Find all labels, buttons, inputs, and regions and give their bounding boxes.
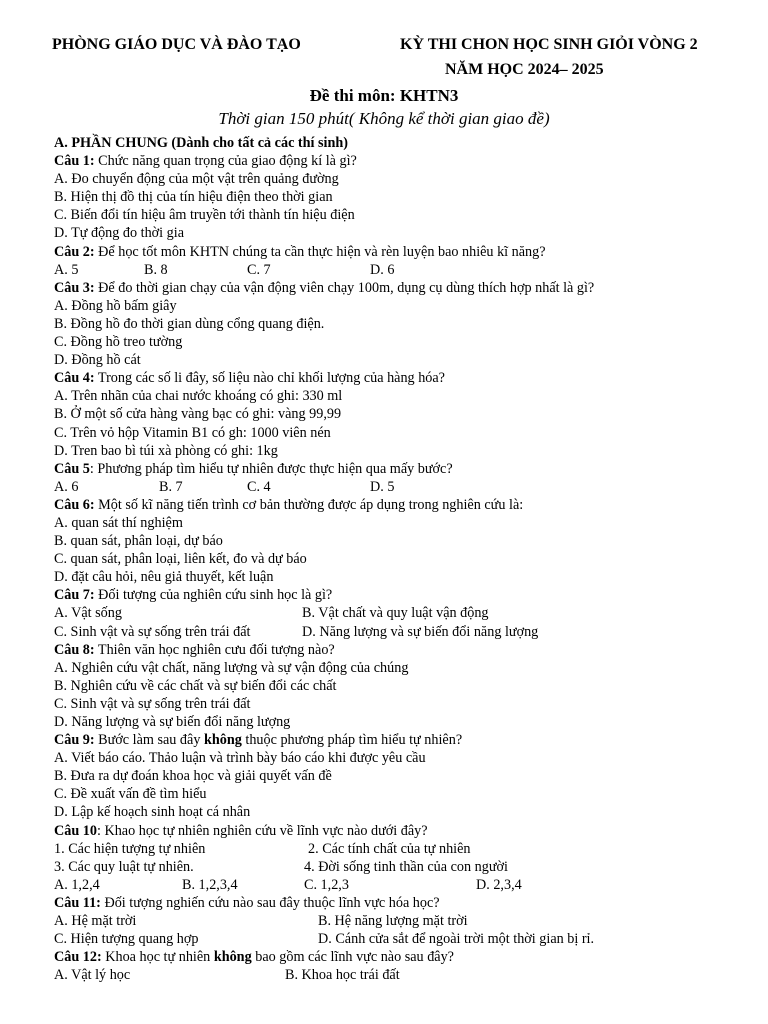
answer-option: C. Biến đổi tín hiệu âm truyền tới thành tín hiệu điện <box>54 207 355 224</box>
answer-option: B. 1,2,3,4 <box>182 876 238 893</box>
question-text: Đối tượng nghiến cứu nào sau đây thuộc lĩnh vực hóa học? <box>100 894 440 911</box>
question-2 <box>54 243 754 261</box>
question-text: : Khao học tự nhiên nghiên cứu về lĩnh vực nào dưới đây? <box>96 822 428 839</box>
question-label: Câu 1: <box>54 153 95 170</box>
answer-option: B. Hệ năng lượng mặt trời <box>318 913 468 930</box>
answer-row <box>54 912 754 930</box>
statement-item: 2. Các tính chất của tự nhiên <box>308 840 471 857</box>
statement-item: 4. Đời sống tinh thần của con người <box>304 858 508 875</box>
answer-option: A. 5 <box>54 261 79 278</box>
answer-option: A. quan sát thí nghiệm <box>54 514 183 531</box>
answer-option: D. 5 <box>370 478 395 495</box>
question-4 <box>54 369 754 387</box>
answer-option: D. 6 <box>370 261 395 278</box>
answer-option: C. 4 <box>247 478 271 495</box>
answer-option: B. Đồng hồ đo thời gian dùng cổng quang điện. <box>54 315 325 332</box>
answer-option: A. Hệ mặt trời <box>54 913 137 930</box>
question-label: Câu 5 <box>54 460 90 477</box>
statement-row <box>54 840 754 858</box>
question-3 <box>54 279 754 297</box>
answer-option: A. Viết báo cáo. Thảo luận và trình bày báo cáo khi được yêu cầu <box>54 750 426 767</box>
answer-option: B. 8 <box>144 261 168 278</box>
question-emphasis: không <box>203 732 242 749</box>
answer-option: D. Đồng hồ cát <box>54 352 141 369</box>
question-11 <box>54 894 754 912</box>
statement-item: 1. Các hiện tượng tự nhiên <box>54 840 206 857</box>
answer-option: A. 1,2,4 <box>54 876 100 893</box>
answer-option: A. Đo chuyển động của một vật trên quảng đường <box>54 171 339 188</box>
answer-option: A. Vật sống <box>54 605 122 622</box>
answer-option: A. 6 <box>54 478 79 495</box>
answer-row <box>54 623 754 641</box>
answer-option: B. Hiện thị đồ thị của tín hiệu điện theo thời gian <box>54 189 333 206</box>
answer-row <box>54 261 754 279</box>
answer-option: B. Đưa ra dự đoán khoa học và giải quyết vấn đề <box>54 768 332 785</box>
answer-option: C. 7 <box>247 261 271 278</box>
answer-option: C. Hiện tượng quang hợp <box>54 931 199 948</box>
answer-option: D. đặt câu hỏi, nêu giả thuyết, kết luận <box>54 569 274 586</box>
header-exam-name: KỲ THI CHON HỌC SINH GIỎI VÒNG 2 <box>400 36 698 53</box>
question-label: Câu 2: <box>54 243 95 260</box>
question-12 <box>54 948 754 966</box>
question-label: Câu 7: <box>54 587 95 604</box>
answer-option: D. Tren bao bì túi xà phòng có ghi: 1kg <box>54 442 278 459</box>
answer-option: A. Vật lý học <box>54 967 131 984</box>
exam-duration: Thời gian 150 phút( Không kể thời gian giao đề) <box>218 109 550 128</box>
answer-option: D. Lập kế hoạch sinh hoạt cá nhân <box>54 804 251 821</box>
question-6 <box>54 496 754 514</box>
question-text: Để đo thời gian chạy của vận động viên chạy 100m, dụng cụ dùng thích hợp nhất là gì? <box>94 279 595 296</box>
question-text: Thiên văn học nghiên cưu đối tượng nào? <box>94 641 335 658</box>
answer-option: B. quan sát, phân loại, dự báo <box>54 533 223 550</box>
question-text: Đối tượng của nghiên cứu sinh học là gì? <box>94 587 333 604</box>
answer-option: D. 2,3,4 <box>476 876 522 893</box>
statement-item: 3. Các quy luật tự nhiên. <box>54 858 194 875</box>
question-text: bao gồm các lĩnh vực nào sau đây? <box>251 949 454 966</box>
question-label: Câu 11: <box>54 894 101 911</box>
question-label: Câu 3: <box>54 279 95 296</box>
header-department: PHÒNG GIÁO DỤC VÀ ĐÀO TẠO <box>52 36 301 53</box>
question-label: Câu 8: <box>54 641 95 658</box>
exam-body <box>54 134 754 984</box>
answer-option: C. Đồng hồ treo tường <box>54 334 183 351</box>
question-label: Câu 9: <box>54 732 95 749</box>
answer-option: B. Ở một số cửa hàng vàng bạc có ghi: vàng 99,99 <box>54 406 342 423</box>
answer-option: C. Sinh vật và sự sống trên trái đất <box>54 695 251 712</box>
answer-option: B. Khoa học trái đất <box>285 967 400 984</box>
answer-row <box>54 876 754 894</box>
answer-option: C. quan sát, phân loại, liên kết, đo và dự báo <box>54 551 307 568</box>
question-label: Câu 6: <box>54 496 95 513</box>
question-emphasis: không <box>213 949 252 966</box>
question-9 <box>54 731 754 749</box>
answer-option: D. Năng lượng và sự biến đổi năng lượng <box>54 714 291 730</box>
question-label: Câu 12: <box>54 949 102 966</box>
header-school-year: NĂM HỌC 2024– 2025 <box>445 61 604 78</box>
question-text: Bước làm sau đây <box>94 732 204 749</box>
question-7 <box>54 586 754 604</box>
question-label: Câu 4: <box>54 370 95 387</box>
question-1 <box>54 152 754 170</box>
question-label: Câu 10 <box>54 822 97 839</box>
section-heading: A. PHẦN CHUNG (Dành cho tất cả các thí sinh) <box>54 135 348 151</box>
answer-option: C. Trên vỏ hộp Vitamin B1 có gh: 1000 viên nén <box>54 424 331 441</box>
question-text: Chức năng quan trọng của giao động kí là gì? <box>94 153 357 170</box>
answer-option: C. Đề xuất vấn đề tìm hiểu <box>54 786 207 803</box>
answer-option: B. 7 <box>159 478 183 495</box>
answer-option: C. Sinh vật và sự sống trên trái đất <box>54 623 251 640</box>
question-8 <box>54 641 754 659</box>
answer-option: B. Nghiên cứu về các chất và sự biến đổi các chất <box>54 677 337 694</box>
answer-option: B. Vật chất và quy luật vận động <box>302 605 489 622</box>
exam-title: Đề thi môn: KHTN3 <box>309 86 459 105</box>
answer-option: A. Nghiên cứu vật chất, năng lượng và sự vận động của chúng <box>54 659 409 676</box>
question-text: : Phương pháp tìm hiểu tự nhiên được thực hiện qua mấy bước? <box>89 460 453 477</box>
answer-option: D. Năng lượng và sự biến đổi năng lượng <box>302 623 539 640</box>
question-text: Trong các số li đây, số liệu nào chỉ khối lượng của hàng hóa? <box>94 370 445 387</box>
answer-row <box>54 604 754 622</box>
answer-option: C. 1,2,3 <box>304 876 349 893</box>
question-text: Khoa học tự nhiên <box>101 949 214 966</box>
answer-option: A. Trên nhãn của chai nước khoáng có ghi: 330 ml <box>54 388 343 405</box>
answer-option: D. Cánh cửa sắt để ngoài trời một thời gian bị rỉ. <box>318 931 595 948</box>
question-10 <box>54 822 754 840</box>
question-text: Để học tốt môn KHTN chúng ta cần thực hiện và rèn luyện bao nhiêu kĩ năng? <box>94 243 546 260</box>
answer-option: D. Tự động đo thời gia <box>54 225 185 242</box>
question-text: thuộc phương pháp tìm hiểu tự nhiên? <box>241 732 463 749</box>
statement-row <box>54 858 754 876</box>
answer-row <box>54 478 754 496</box>
question-text: Một số kĩ năng tiến trình cơ bản thường được áp dụng trong nghiên cứu là: <box>94 496 524 513</box>
answer-row <box>54 966 754 984</box>
answer-option: A. Đồng hồ bấm giây <box>54 297 177 314</box>
question-5 <box>54 460 754 478</box>
answer-row <box>54 930 754 948</box>
